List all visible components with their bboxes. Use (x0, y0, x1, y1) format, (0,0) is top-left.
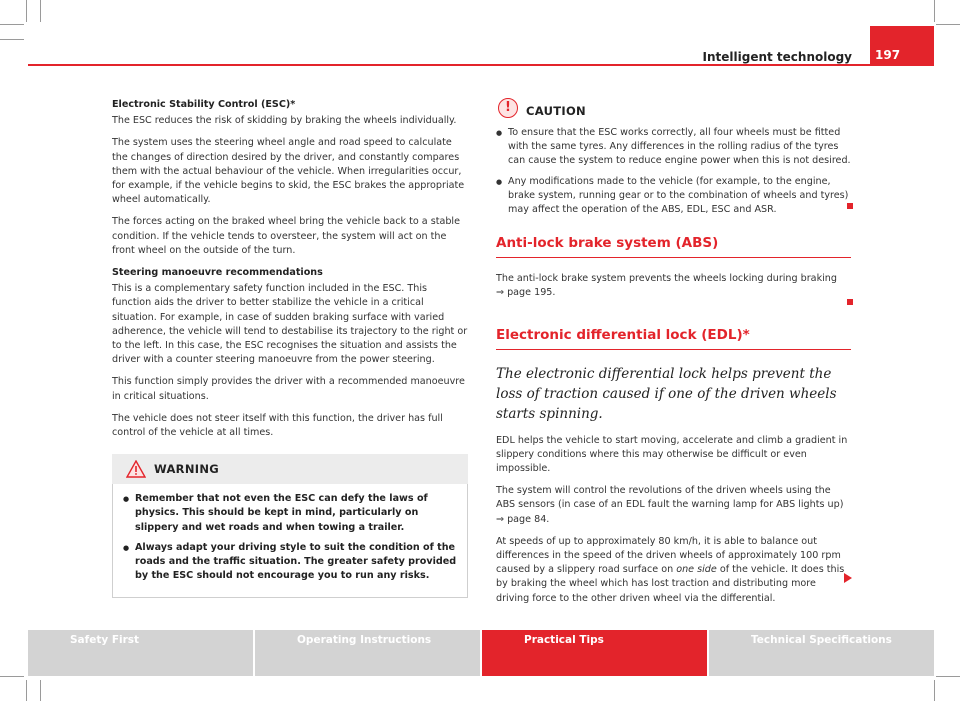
warning-triangle-icon (126, 460, 146, 478)
footer-tab-technical-specifications[interactable]: Technical Specifications (709, 630, 934, 676)
caution-header (496, 98, 851, 122)
steering-paragraph: This is a complementary safety function included in the ESC. This function aids the driver to better stabilize the vehicle in a critical situation. For example, in case of sudden braking surface with varied adherence, the vehicle will tend to destabilise its trajectory to the right or to the left. In this case, the ESC recognises the situation and assists the driver with a counter steering manoeuvre from the power steering. (112, 283, 468, 366)
abs-paragraph (496, 272, 851, 300)
esc-intro: The ESC reduces the risk of skidding by braking the wheels individually. (112, 115, 457, 127)
section-end-marker (847, 203, 853, 209)
footer-nav (28, 630, 934, 676)
crop-mark (0, 676, 24, 677)
crop-mark (0, 39, 24, 40)
footer-tab-safety-first[interactable]: Safety First (28, 630, 253, 676)
warning-item: ● Remember that not even the ESC can defy the laws of physics. This should be kept in mind, particularly on slippery and wet roads and when towing a trailer. (123, 492, 457, 535)
crop-mark (26, 0, 27, 22)
warning-header (112, 454, 468, 484)
esc-paragraph: The forces acting on the braked wheel bring the vehicle back to a stable condition. If the vehicle tends to oversteer, the system will act on the front wheel on the outside of the turn. (112, 216, 460, 256)
warning-body (112, 484, 468, 598)
crop-mark (934, 680, 935, 701)
warning-item: ● Always adapt your driving style to suit the condition of the roads and the traffic situation. The greater safety provided by the ESC should not encourage you to run any risks. (123, 541, 457, 584)
abs-page-link[interactable]: ⇒ page 195. (496, 287, 556, 299)
continue-arrow-icon (844, 573, 852, 583)
footer-tab-operating-instructions[interactable]: Operating Instructions (255, 630, 480, 676)
running-title: Intelligent technology (702, 50, 852, 64)
abs-text: The anti-lock brake system prevents the wheels locking during braking (496, 273, 837, 285)
edl-paragraph: EDL helps the vehicle to start moving, accelerate and climb a gradient in slippery conditions where this may otherwise be difficult or even impossible. (496, 434, 848, 475)
right-column (496, 98, 851, 614)
steering-heading: Steering manoeuvre recommendations (112, 267, 323, 279)
edl-sensor-text: The system will control the revolutions of the driven wheels using the ABS sensors (in case of an EDL fault the warning lamp for ABS lights up) (496, 485, 844, 511)
edl-lead: The electronic differential lock helps prevent the loss of traction caused if one of the driven wheels starts spinning. (496, 365, 837, 422)
crop-mark (40, 0, 41, 22)
footer-tab-practical-tips[interactable]: Practical Tips (482, 630, 707, 676)
edl-paragraph (496, 535, 851, 606)
esc-heading: Electronic Stability Control (ESC)* (112, 99, 296, 110)
abs-section-title: Anti-lock brake system (ABS) (496, 235, 851, 258)
header-rule (28, 64, 934, 66)
caution-title: CAUTION (526, 104, 586, 118)
esc-paragraph: The system uses the steering wheel angle and road speed to calculate the changes of direction desired by the driver, and constantly compares them with the actual behaviour of the vehicle. When irregularities occur, for example, if the vehicle begins to skid, the ESC brakes the appropriate wheel automatically. (112, 137, 465, 206)
crop-mark (936, 676, 960, 677)
caution-item: ● To ensure that the ESC works correctly, all four wheels must be fitted with the same tyres. Any differences in the rolling radius of the tyres can cause the system to reduce engine power when this is not desired. (496, 126, 851, 169)
steering-paragraph: This function simply provides the driver with a recommended manoeuvre in critical situations. (112, 376, 465, 402)
crop-mark (936, 24, 960, 25)
edl-speed-text-cont: of the vehicle. It does this by braking the wheel which has lost traction and distributing more driving force to the other driven wheel via the differential. (496, 564, 845, 604)
caution-item: ● Any modifications made to the vehicle (for example, to the engine, brake system, running gear or to the combination of wheels and tyres) may affect the operation of the ABS, EDL, ESC and ASR. (496, 175, 851, 218)
warning-title: WARNING (154, 462, 219, 477)
edl-speed-text: At speeds of up to approximately 80 km/h, it is able to balance out differences in the speed of the driven wheels of approximately 100 rpm caused by a slippery road surface on (496, 535, 841, 576)
page-number: 197 (875, 48, 901, 62)
caution-icon: ! (498, 98, 518, 118)
crop-mark (40, 680, 41, 701)
crop-mark (934, 0, 935, 22)
edl-section-title: Electronic differential lock (EDL)* (496, 327, 851, 350)
crop-mark (26, 680, 27, 701)
edl-emphasis: one side (676, 564, 717, 576)
steering-paragraph: The vehicle does not steer itself with this function, the driver has full control of the vehicle at all times. (112, 412, 443, 439)
crop-mark (0, 24, 24, 25)
warning-box (112, 454, 468, 598)
left-column (112, 98, 468, 598)
edl-page-link[interactable]: ⇒ page 84. (496, 513, 550, 525)
edl-paragraph (496, 484, 851, 527)
section-end-marker (847, 299, 853, 305)
